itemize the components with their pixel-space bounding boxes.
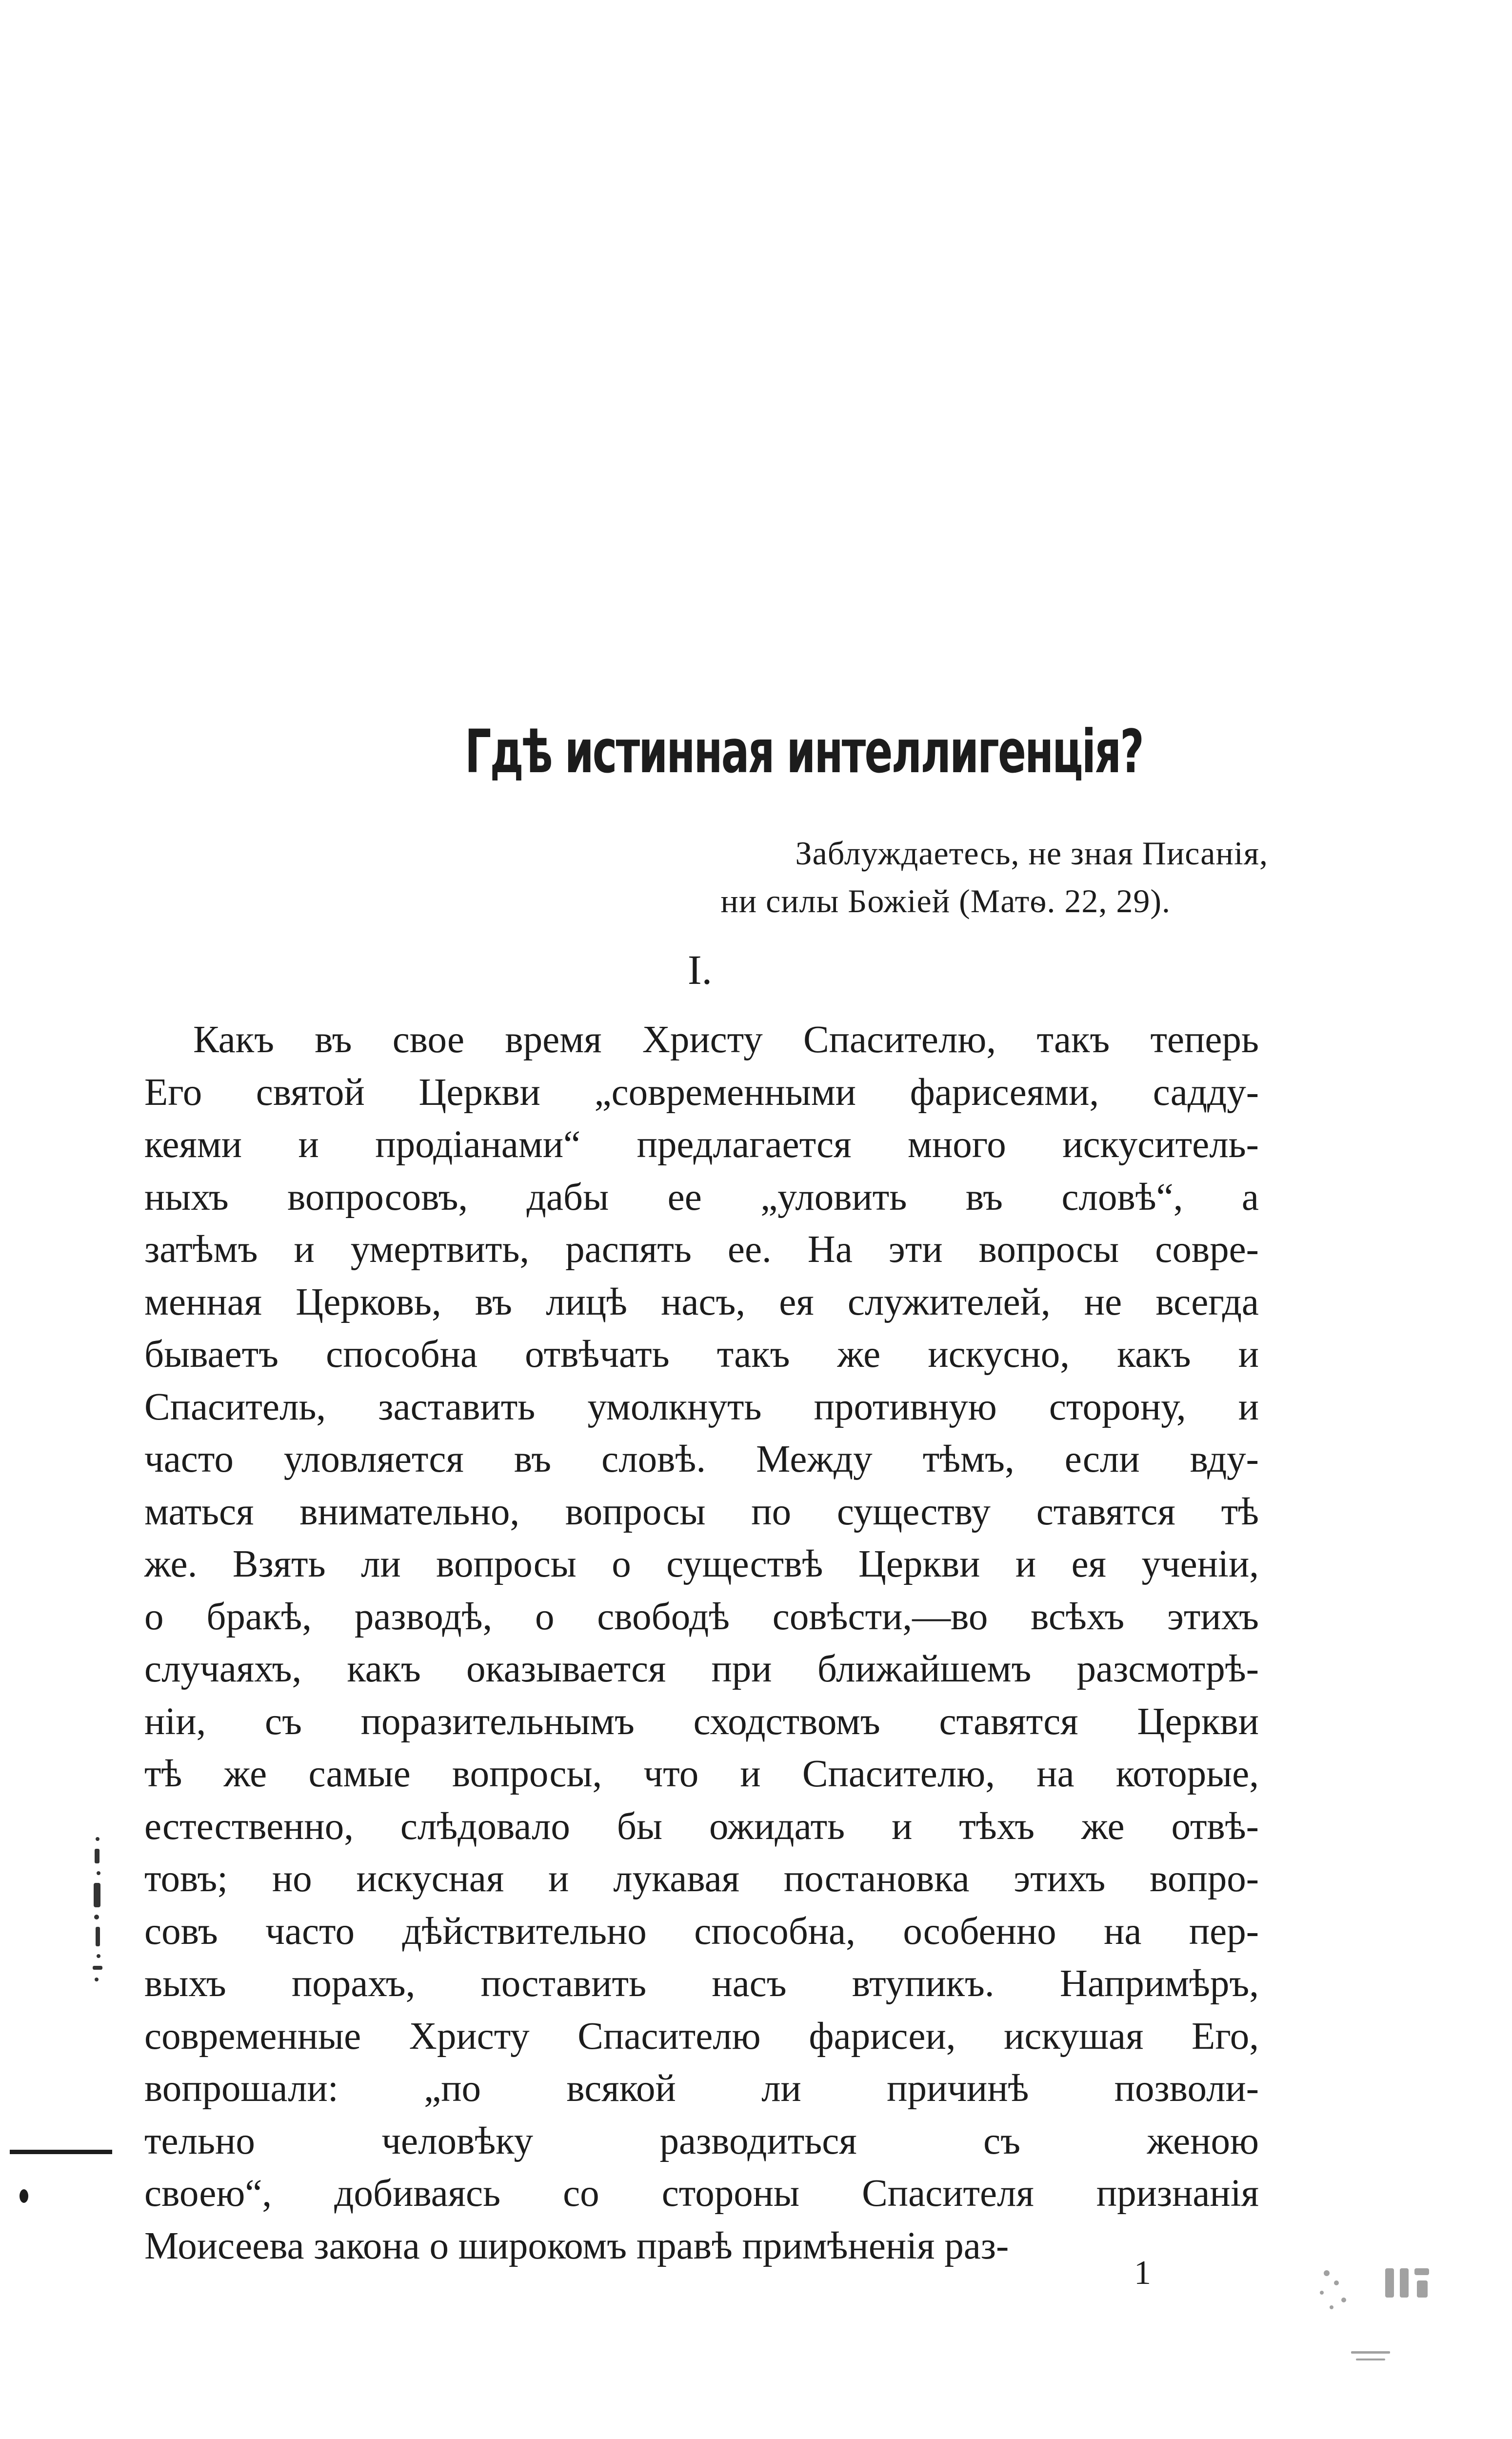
body-line: часто уловляется въ словѣ. Между тѣмъ, если вду- [144,1438,1259,1480]
body-line: кеями и продіанами“ предлагается много искуситель- [144,1123,1259,1166]
body-line: товъ; но искусная и лукавая постановка этихъ вопро- [144,1858,1259,1900]
page-number: 1 [1134,2254,1151,2292]
body-line: ніи, съ поразительнымъ сходствомъ ставятся Церкви [144,1700,1259,1743]
body-line: затѣмъ и умертвить, распять ее. На эти вопросы совре- [144,1228,1259,1271]
body-line: о бракѣ, разводѣ, о свободѣ совѣсти,—во всѣхъ этихъ [144,1595,1259,1638]
margin-dot [20,2189,28,2203]
page-title: Гдѣ истинная интеллигенція? [465,717,1143,786]
epigraph-line-2: ни силы Божіей (Матѳ. 22, 29). [720,882,1171,920]
body-line: Моисеева закона о широкомъ правѣ примѣненія раз- [144,2224,1009,2267]
stamp-mark [1307,2254,1483,2371]
body-line: выхъ порахъ, поставить насъ втупикъ. Напримѣръ, [144,1962,1259,2005]
body-line: бываетъ способна отвѣчать такъ же искусно, какъ и [144,1333,1259,1376]
body-line: случаяхъ, какъ оказывается при ближайшемъ разсмотрѣ- [144,1648,1259,1690]
body-line: тельно человѣку разводиться съ женою [144,2119,1259,2162]
body-line: естественно, слѣдовало бы ожидать и тѣхъ же отвѣ- [144,1805,1259,1848]
body-line: Его святой Церкви „современными фарисеями, садду- [144,1071,1259,1114]
body-line: вопрошали: „по всякой ли причинѣ позволи- [144,2067,1259,2110]
body-line: Спаситель, заставить умолкнуть противную сторону, и [144,1385,1259,1428]
body-line: тѣ же самые вопросы, что и Спасителю, на которые, [144,1753,1259,1795]
margin-annotation-mark [88,1834,107,1985]
epigraph [585,829,1268,925]
body-line: же. Взять ли вопросы о существѣ Церкви и ея ученіи, [144,1543,1259,1585]
body-line: совъ часто дѣйствительно способна, особенно на пер- [144,1910,1259,1953]
body-line: ныхъ вопросовъ, дабы ее „уловить въ словѣ“, а [144,1176,1259,1219]
section-number: I. [688,946,713,993]
body-line: своею“, добиваясь со стороны Спасителя признанія [144,2172,1259,2215]
body-line: менная Церковь, въ лицѣ насъ, ея служителей, не всегда [144,1280,1259,1323]
body-text [144,1014,1259,2272]
margin-rule [10,2150,112,2154]
body-line: Какъ въ свое время Христу Спасителю, такъ теперь [193,1019,1259,1061]
epigraph-line-1: Заблуждаетесь, не зная Писанія, [795,835,1268,872]
body-line: маться внимательно, вопросы по существу ставятся тѣ [144,1490,1259,1533]
body-line: современные Христу Спасителю фарисеи, искушая Его, [144,2015,1259,2058]
